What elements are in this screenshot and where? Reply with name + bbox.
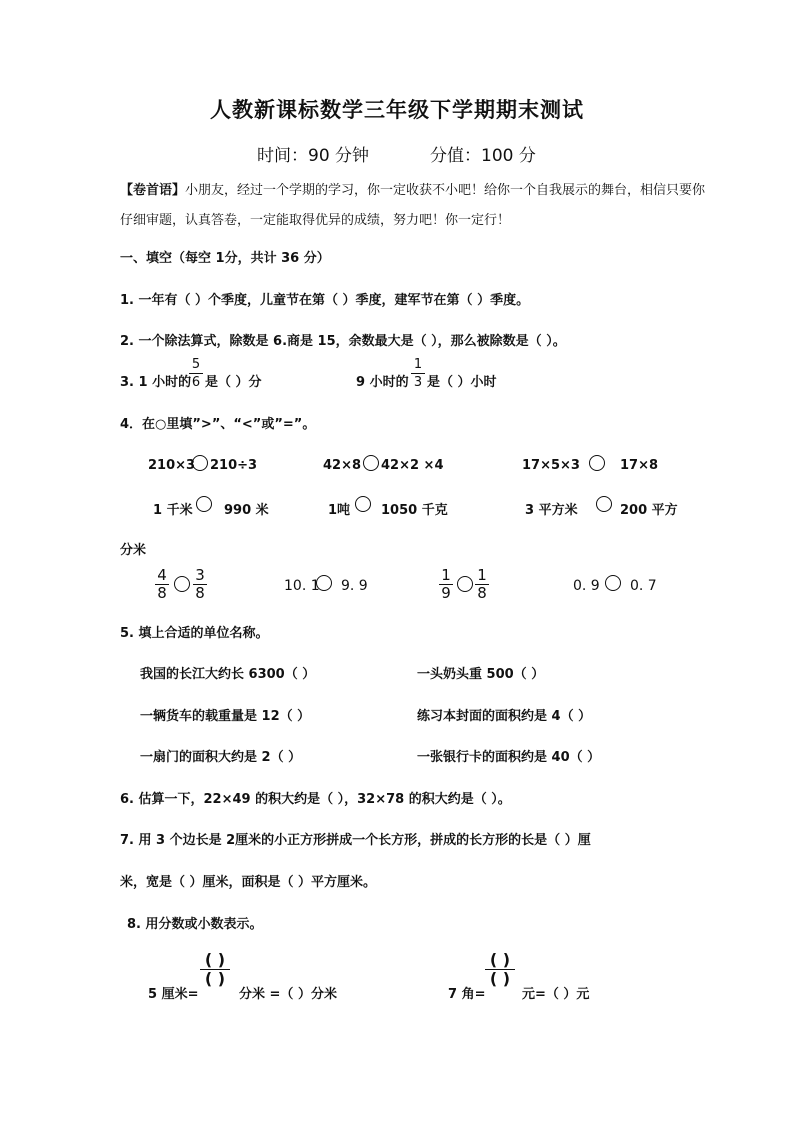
fraction-1-3 (411, 357, 425, 390)
page-title: 人教新课标数学三年级下学期期末测试 (210, 98, 584, 122)
fraction-denominator: 9 (441, 584, 451, 602)
compare-expr: 3 平方米 (525, 503, 578, 518)
q8-left-tail: 分米 =（ ）分米 (239, 987, 337, 1002)
blank-fraction[interactable] (482, 951, 518, 988)
compare-expr: 17×8 (620, 458, 659, 473)
preface-line-1 (120, 179, 705, 198)
compare-circle[interactable] (355, 496, 371, 512)
compare-circle[interactable] (196, 496, 212, 512)
compare-circle[interactable] (363, 455, 379, 471)
fraction-denominator: 8 (477, 584, 487, 602)
compare-expr: 1050 千克 (381, 503, 448, 518)
compare-expr: 210×3 (148, 458, 196, 473)
q8-left-prefix: 5 厘米= (148, 987, 199, 1002)
fraction-numerator: 5 (191, 357, 201, 372)
fraction-numerator: 1 (441, 566, 451, 584)
compare-expr: 10. 1 (284, 578, 320, 594)
unit-fill-item: 一辆货车的载重量是 12（ ） (140, 709, 311, 724)
preface-tag: 【卷首语】 (120, 183, 186, 198)
fraction-5-6 (189, 357, 203, 390)
fraction-denominator: 6 (191, 375, 201, 390)
unit-fill-item: 一张银行卡的面积约是 40（ ） (417, 750, 601, 765)
unit-fill-item: 我国的长江大约长 6300（ ） (140, 667, 316, 682)
question-8: 8. 用分数或小数表示。 (127, 917, 263, 932)
fraction-1-8 (475, 568, 489, 601)
fraction-numerator: 1 (477, 566, 487, 584)
question-7-line-2: 米，宽是（ ）厘米，面积是（ ）平方厘米。 (120, 875, 377, 890)
compare-circle[interactable] (174, 576, 190, 592)
section-heading-1: 一、填空（每空 1分，共计 36 分） (120, 251, 330, 266)
compare-expr: 1 千米 (153, 503, 193, 518)
compare-expr: 990 米 (224, 503, 269, 518)
compare-expr-wrap: 分米 (120, 543, 147, 558)
compare-expr: 200 平方 (620, 503, 678, 518)
question-3-prefix-2: 9 小时的 (356, 375, 409, 390)
fraction-numerator: 1 (413, 357, 423, 372)
question-1: 1. 一年有（ ）个季度，儿童节在第（ ）季度，建军节在第（ ）季度。 (120, 293, 530, 308)
fraction-denominator: 3 (413, 375, 423, 390)
question-3-tail: 是（ ）小时 (427, 375, 497, 390)
unit-fill-item: 一扇门的面积大约是 2（ ） (140, 750, 302, 765)
question-5: 5. 填上合适的单位名称。 (120, 626, 269, 641)
question-7-line-1: 7. 用 3 个边长是 2厘米的小正方形拼成一个长方形，拼成的长方形的长是（ ）厘 (120, 833, 591, 848)
blank-numerator: ( ) (489, 950, 511, 969)
compare-expr: 42×2 ×4 (381, 458, 444, 473)
compare-expr: 0. 9 (573, 578, 600, 594)
preface-text-1: 小朋友，经过一个学期的学习，你一定收获不小吧！给你一个自我展示的舞台，相信只要你 (185, 183, 706, 198)
blank-denominator: ( ) (489, 969, 511, 988)
compare-circle[interactable] (457, 576, 473, 592)
fraction-denominator: 8 (157, 584, 167, 602)
compare-expr: 0. 7 (630, 578, 657, 594)
compare-expr: 210÷3 (210, 458, 258, 473)
fraction-numerator: 4 (157, 566, 167, 584)
q8-right-tail: 元=（ ）元 (522, 987, 590, 1002)
q8-right-prefix: 7 角= (448, 987, 486, 1002)
fraction-bar (189, 373, 203, 374)
compare-circle[interactable] (596, 496, 612, 512)
compare-circle[interactable] (192, 455, 208, 471)
question-3-prefix: 3. 1 小时的 (120, 375, 192, 390)
question-4: 4．在○里填”>”、“<”或”=”。 (120, 417, 316, 432)
fraction-bar (411, 373, 425, 374)
score-label: 分值：100 分 (430, 146, 536, 166)
fraction-denominator: 8 (195, 584, 205, 602)
blank-denominator: ( ) (204, 969, 226, 988)
compare-circle[interactable] (316, 575, 332, 591)
fraction-4-8 (155, 568, 169, 601)
question-2: 2. 一个除法算式，除数是 6.商是 15，余数最大是（ ），那么被除数是（ ）。 (120, 334, 566, 349)
fraction-3-8 (193, 568, 207, 601)
question-6: 6. 估算一下，22×49 的积大约是（ ），32×78 的积大约是（ ）。 (120, 792, 511, 807)
compare-expr: 1吨 (328, 503, 351, 518)
compare-circle[interactable] (589, 455, 605, 471)
blank-numerator: ( ) (204, 950, 226, 969)
question-3-mid: 是（ ）分 (205, 375, 262, 390)
fraction-1-9 (439, 568, 453, 601)
unit-fill-item: 一头奶头重 500（ ） (417, 667, 545, 682)
blank-fraction[interactable] (197, 951, 233, 988)
compare-expr: 9. 9 (341, 578, 368, 594)
fraction-numerator: 3 (195, 566, 205, 584)
compare-expr: 17×5×3 (522, 458, 580, 473)
compare-circle[interactable] (605, 575, 621, 591)
compare-expr: 42×8 (323, 458, 362, 473)
time-label: 时间：90 分钟 (257, 146, 370, 166)
preface-line-2: 仔细审题，认真答卷，一定能取得优异的成绩，努力吧！你一定行！ (120, 213, 511, 228)
unit-fill-item: 练习本封面的面积约是 4（ ） (417, 709, 592, 724)
